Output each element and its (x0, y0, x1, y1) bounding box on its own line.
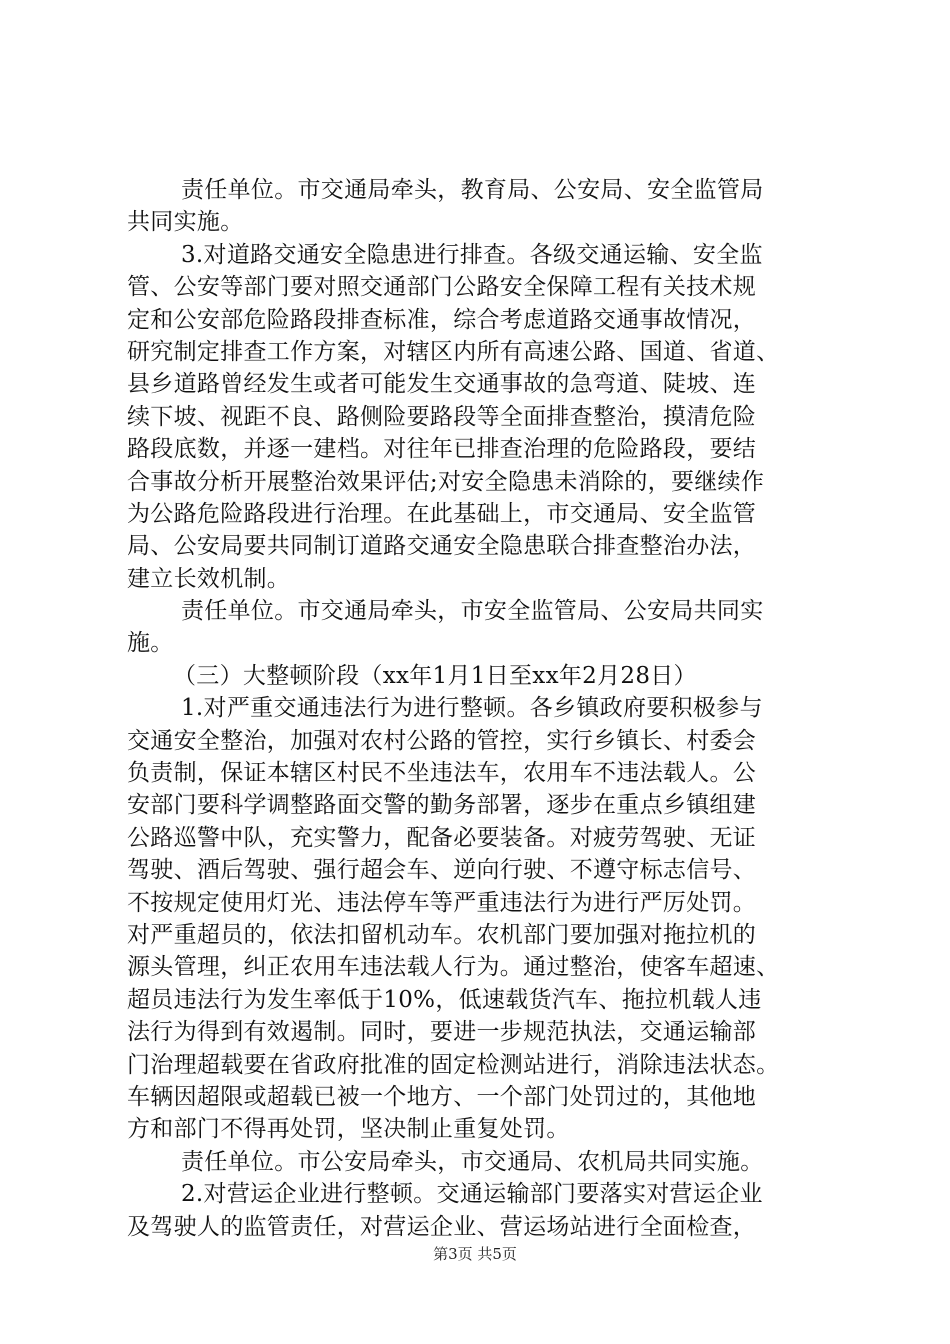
text-line: 负责制，保证本辖区村民不坐违法车，农用车不违法载人。公 (127, 760, 757, 787)
text-line: 公路巡警中队，充实警力，配备必要装备。对疲劳驾驶、无证 (127, 824, 757, 851)
text-line: 不按规定使用灯光、违法停车等严重违法行为进行严厉处罚。 (127, 889, 757, 916)
section-heading: （三）大整顿阶段（xx年1月1日至xx年2月28日） (173, 662, 697, 689)
text-line: 路段底数，并逐一建档。对往年已排查治理的危险路段，要结 (127, 436, 757, 463)
text-line: 驾驶、酒后驾驶、强行超会车、逆向行驶、不遵守标志信号、 (127, 857, 757, 884)
text-line: 责任单位。市交通局牵头，教育局、公安局、安全监管局 (181, 177, 764, 203)
text-line: 建立长效机制。 (127, 565, 291, 592)
text-line: 县乡道路曾经发生或者可能发生交通事故的急弯道、陡坡、连 (127, 371, 757, 398)
text-line: 责任单位。市公安局牵头，市交通局、农机局共同实施。 (181, 1148, 764, 1175)
text-line: 门治理超载要在省政府批准的固定检测站进行，消除违法状态。 (127, 1051, 780, 1078)
text-line: 法行为得到有效遏制。同时，要进一步规范执法，交通运输部 (127, 1019, 757, 1046)
text-line: 车辆因超限或超载已被一个地方、一个部门处罚过的，其他地 (127, 1083, 757, 1110)
page-footer: 第3页 共5页 (433, 1245, 517, 1263)
text-line: 交通安全整治，加强对农村公路的管控，实行乡镇长、村委会 (127, 727, 757, 754)
text-line: 1.对严重交通违法行为进行整顿。各乡镇政府要积极参与 (181, 695, 763, 722)
text-line: 2.对营运企业进行整顿。交通运输部门要落实对营运企业 (181, 1181, 763, 1208)
text-line: 续下坡、视距不良、路侧险要路段等全面排查整治，摸清危险 (127, 403, 757, 430)
text-line: 对严重超员的，依法扣留机动车。农机部门要加强对拖拉机的 (127, 921, 757, 948)
text-line: 合事故分析开展整治效果评估;对安全隐患未消除的，要继续作 (127, 468, 765, 495)
text-line: 共同实施。 (127, 209, 244, 236)
text-line: 为公路危险路段进行治理。在此基础上，市交通局、安全监管 (127, 500, 757, 527)
text-line: 施。 (127, 630, 174, 657)
text-line: 3.对道路交通安全隐患进行排查。各级交通运输、安全监 (181, 241, 763, 268)
text-line: 超员违法行为发生率低于10%，低速载货汽车、拖拉机载人违 (127, 986, 762, 1013)
text-line: 及驾驶人的监管责任，对营运企业、营运场站进行全面检查， (127, 1213, 757, 1240)
document-body (127, 174, 847, 1243)
text-line: 责任单位。市交通局牵头，市安全监管局、公安局共同实 (181, 598, 764, 625)
text-line: 方和部门不得再处罚，坚决制止重复处罚。 (127, 1116, 570, 1143)
text-line: 安部门要科学调整路面交警的勤务部署，逐步在重点乡镇组建 (127, 792, 757, 819)
text-line: 局、公安局要共同制订道路交通安全隐患联合排查整治办法， (127, 533, 757, 560)
text-line: 源头管理，纠正农用车违法载人行为。通过整治，使客车超速、 (127, 954, 780, 981)
text-line: 研究制定排查工作方案，对辖区内所有高速公路、国道、省道、 (127, 338, 780, 365)
text-line: 管、公安等部门要对照交通部门公路安全保障工程有关技术规 (127, 274, 757, 301)
text-line: 定和公安部危险路段排查标准，综合考虑道路交通事故情况， (127, 306, 757, 333)
